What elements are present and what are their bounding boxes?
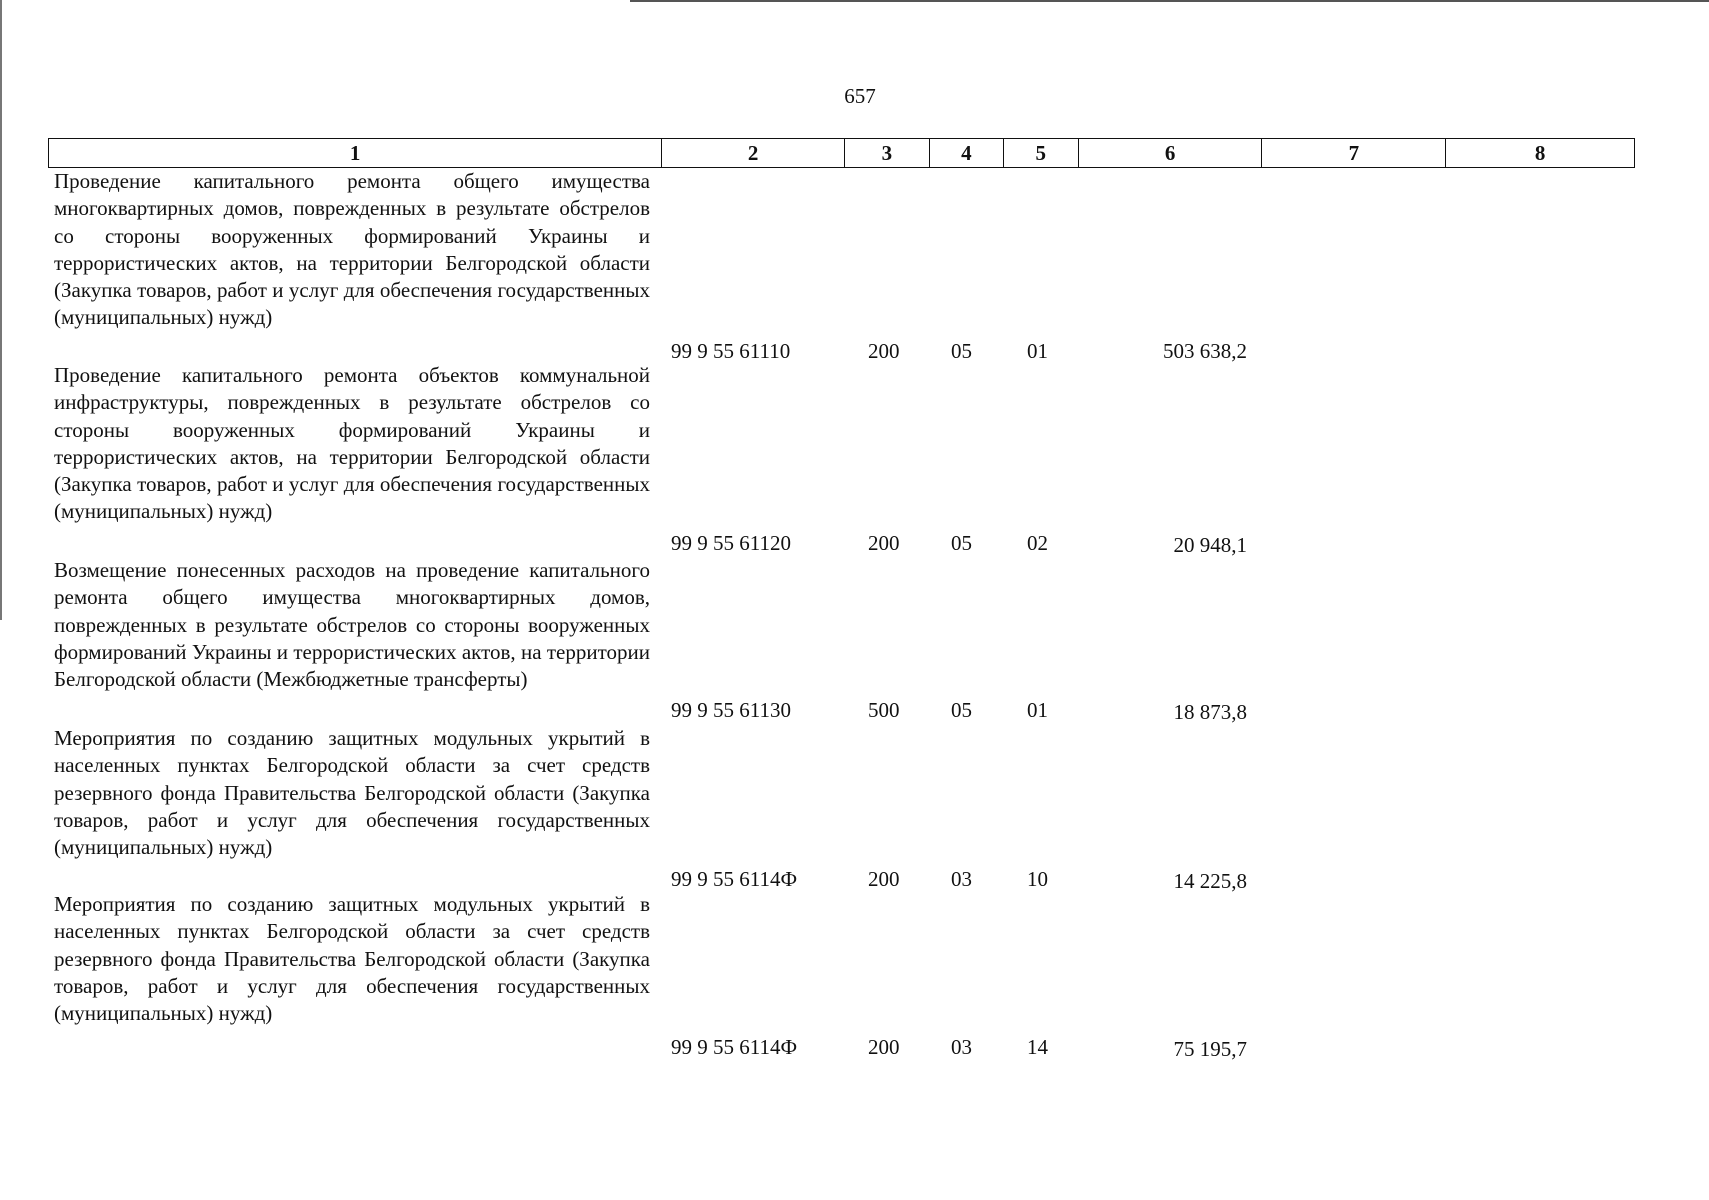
row-budget-code: 99 9 55 6114Ф [671, 867, 798, 891]
row-description: Возмещение понесенных расходов на проведение капитального ремонта общего имущества многоквартирных домов, поврежденных в результате обстрелов со стороны вооруженных формирований Украины и террористических актов, на территории Белгородской области (Межбюджетные трансферты) [54, 558, 650, 692]
column-header-4: 4 [930, 139, 1004, 167]
scan-edge-top [630, 0, 1709, 2]
row-description: Мероприятия по созданию защитных модульных укрытий в населенных пунктах Белгородской области за счет средств резервного фонда Правительства Белгородской области (Закупка товаров, работ и услуг для обеспечения государственных (муниципальных) нужд) [54, 726, 650, 860]
row-subsection: 01 [1027, 698, 1048, 722]
row-amount: 503 638,2 [1163, 339, 1247, 363]
column-header-2: 2 [662, 139, 845, 167]
page-number: 657 [844, 84, 876, 108]
row-section: 05 [951, 531, 972, 555]
row-subsection: 02 [1027, 531, 1048, 555]
row-section: 05 [951, 339, 972, 363]
row-expense-type: 200 [868, 531, 900, 555]
row-expense-type: 200 [868, 1035, 900, 1059]
row-expense-type: 500 [868, 698, 900, 722]
column-header-1: 1 [49, 139, 662, 167]
row-budget-code: 99 9 55 61120 [671, 531, 791, 555]
row-amount: 18 873,8 [1173, 700, 1247, 724]
row-budget-code: 99 9 55 61130 [671, 698, 791, 722]
row-section: 05 [951, 698, 972, 722]
row-budget-code: 99 9 55 61110 [671, 339, 791, 363]
column-header-6: 6 [1079, 139, 1263, 167]
row-description: Проведение капитального ремонта общего имущества многоквартирных домов, поврежденных в результате обстрелов со стороны вооруженных формирований Украины и террористических актов, на территории Белгородской области (Закупка товаров, работ и услуг для обеспечения государственных (муниципальных) нужд) [54, 169, 650, 330]
row-subsection: 10 [1027, 867, 1048, 891]
row-subsection: 01 [1027, 339, 1048, 363]
row-description: Проведение капитального ремонта объектов коммунальной инфраструктуры, поврежденных в результате обстрелов со стороны вооруженных формирований Украины и террористических актов, на территории Белгородской области (Закупка товаров, работ и услуг для обеспечения государственных (муниципальных) нужд) [54, 363, 650, 524]
column-header-5: 5 [1004, 139, 1079, 167]
row-expense-type: 200 [868, 867, 900, 891]
column-header-7: 7 [1262, 139, 1446, 167]
row-expense-type: 200 [868, 339, 900, 363]
row-description: Мероприятия по созданию защитных модульных укрытий в населенных пунктах Белгородской области за счет средств резервного фонда Правительства Белгородской области (Закупка товаров, работ и услуг для обеспечения государственных (муниципальных) нужд) [54, 892, 650, 1026]
column-header-8: 8 [1534, 141, 1546, 165]
table-header [48, 138, 1635, 168]
column-header-3: 3 [845, 139, 930, 167]
scan-edge-left [0, 0, 2, 620]
row-section: 03 [951, 1035, 972, 1059]
row-amount: 75 195,7 [1173, 1037, 1247, 1061]
row-amount: 14 225,8 [1173, 869, 1247, 893]
row-section: 03 [951, 867, 972, 891]
row-budget-code: 99 9 55 6114Ф [671, 1035, 798, 1059]
row-amount: 20 948,1 [1173, 533, 1247, 557]
row-subsection: 14 [1027, 1035, 1048, 1059]
